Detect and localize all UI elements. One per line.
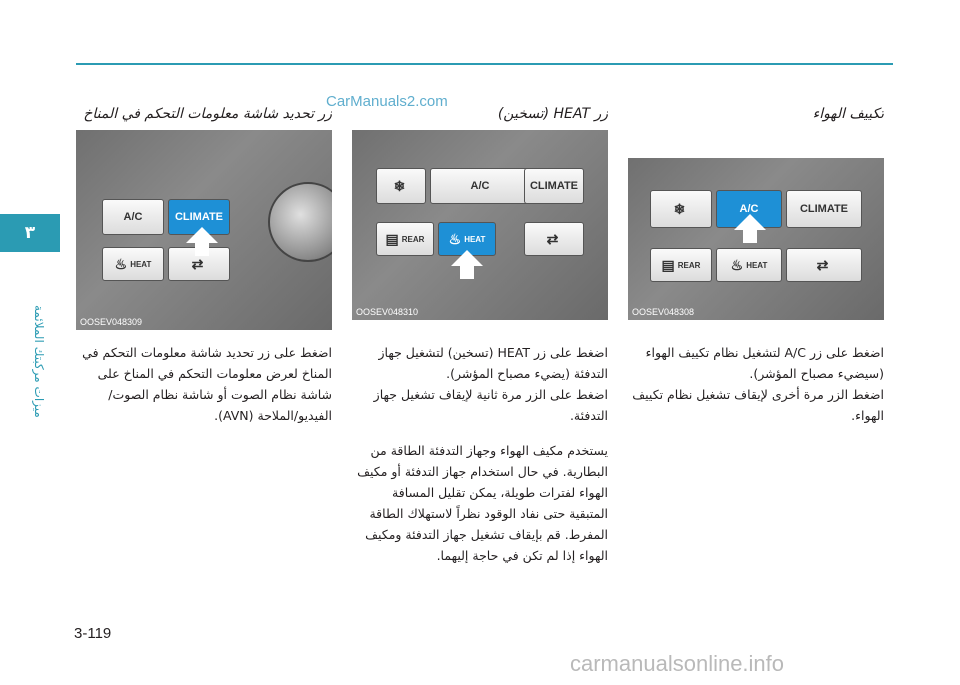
heat-icon: ♨ bbox=[114, 255, 128, 272]
middle-pointer-arrow bbox=[451, 250, 483, 266]
defrost-button bbox=[376, 168, 426, 204]
ac-button-label: A/C bbox=[739, 203, 759, 215]
ac-button bbox=[430, 168, 530, 204]
left-control-panel-photo bbox=[76, 130, 332, 330]
left-image-caption: OOSEV048309 bbox=[80, 317, 143, 327]
chapter-side-label: ميزات مركبتك الملائمة bbox=[32, 305, 46, 418]
middle-column-title: زر HEAT (تسخين) bbox=[497, 106, 608, 122]
heat-button-label: HEAT bbox=[130, 259, 152, 269]
middle-paragraph-1: اضغط على زر HEAT (تسخين) لتشغيل جهاز التدفئة (يضيء مصباح المؤشر). bbox=[378, 345, 608, 381]
right-paragraph-1: اضغط على زر A/C لتشغيل نظام تكييف الهواء (سيضيء مصباح المؤشر). bbox=[645, 345, 884, 381]
recirculation-button bbox=[786, 248, 862, 282]
middle-pointer-arrow-stem bbox=[460, 265, 474, 279]
right-pointer-arrow-stem bbox=[743, 229, 757, 243]
right-pointer-arrow bbox=[734, 214, 766, 230]
middle-paragraph-2: اضغط على الزر مرة ثانية لإيقاف تشغيل جهاز التدفئة. bbox=[373, 387, 608, 423]
top-divider bbox=[76, 63, 893, 65]
recirculation-icon: ⇄ bbox=[546, 230, 559, 247]
rear-button-label: REAR bbox=[401, 234, 425, 244]
rear-button-label: REAR bbox=[677, 260, 701, 270]
climate-button-label: CLIMATE bbox=[174, 211, 224, 223]
right-paragraph-2: اضغط الزر مرة أخرى لإيقاف تشغيل نظام تكييف الهواء. bbox=[632, 387, 884, 423]
right-image-caption: OOSEV048308 bbox=[632, 307, 695, 317]
page-number: 3-119 bbox=[74, 625, 112, 642]
recirculation-icon: ⇄ bbox=[816, 256, 829, 273]
left-column-body bbox=[76, 342, 332, 426]
climate-button-label: CLIMATE bbox=[529, 180, 579, 192]
rear-defrost-button bbox=[650, 248, 712, 282]
climate-button bbox=[786, 190, 862, 228]
heat-button-label: HEAT bbox=[746, 260, 768, 270]
rear-defrost-icon: ▤ bbox=[385, 230, 399, 247]
left-pointer-arrow bbox=[186, 227, 218, 243]
right-control-panel-photo bbox=[628, 158, 884, 320]
middle-paragraph-3: يستخدم مكيف الهواء وجهاز التدفئة الطاقة من البطارية. في حال استخدام جهاز التدفئة أو مكيف الهواء لفترات طويلة، يمكن تقليل المسافة المتبقية حتى نفاد الوقود نظراً لاستهلاك الطاقة المفرط. قم بإيقاف تشغيل جهاز التدفئة ومكيف الهواء إذا لم تكن في حاجة إليهما. bbox=[357, 443, 608, 563]
watermark-bottom: carmanualsonline.info bbox=[570, 651, 785, 676]
recirculation-button bbox=[524, 222, 584, 256]
right-column-title: تكييف الهواء bbox=[812, 106, 884, 122]
right-column-body bbox=[628, 342, 884, 426]
climate-button-label: CLIMATE bbox=[799, 203, 849, 215]
middle-control-panel-photo bbox=[352, 130, 608, 320]
climate-button bbox=[524, 168, 584, 204]
left-paragraph-1: اضغط على زر تحديد شاشة معلومات التحكم في المناخ لعرض معلومات التحكم في المناخ على شاشة نظام الصوت أو شاشة نظام الصوت/الفيديو/الملاحة (AVN). bbox=[82, 345, 332, 423]
heat-button-label: HEAT bbox=[464, 234, 486, 244]
middle-image-caption: OOSEV048310 bbox=[356, 307, 419, 317]
left-pointer-arrow-stem bbox=[195, 242, 209, 256]
heat-icon: ♨ bbox=[730, 256, 744, 273]
watermark-top: CarManuals2.com bbox=[326, 93, 448, 110]
ac-button bbox=[102, 199, 164, 235]
heat-button bbox=[716, 248, 782, 282]
rear-defrost-icon: ▤ bbox=[661, 256, 675, 273]
heat-button bbox=[102, 247, 164, 281]
recirculation-icon: ⇄ bbox=[191, 255, 204, 272]
ac-button-label: A/C bbox=[470, 180, 490, 192]
middle-column-body bbox=[352, 342, 608, 566]
defrost-icon: ❄ bbox=[393, 177, 406, 194]
ac-button-label: A/C bbox=[123, 211, 143, 223]
left-column-title: زر تحديد شاشة معلومات التحكم في المناخ bbox=[83, 106, 332, 122]
heat-icon: ♨ bbox=[448, 230, 462, 247]
defrost-button bbox=[650, 190, 712, 228]
fan-knob bbox=[268, 182, 332, 262]
defrost-icon: ❄ bbox=[673, 200, 686, 217]
chapter-number: ٣ bbox=[24, 223, 36, 243]
rear-defrost-button bbox=[376, 222, 434, 256]
